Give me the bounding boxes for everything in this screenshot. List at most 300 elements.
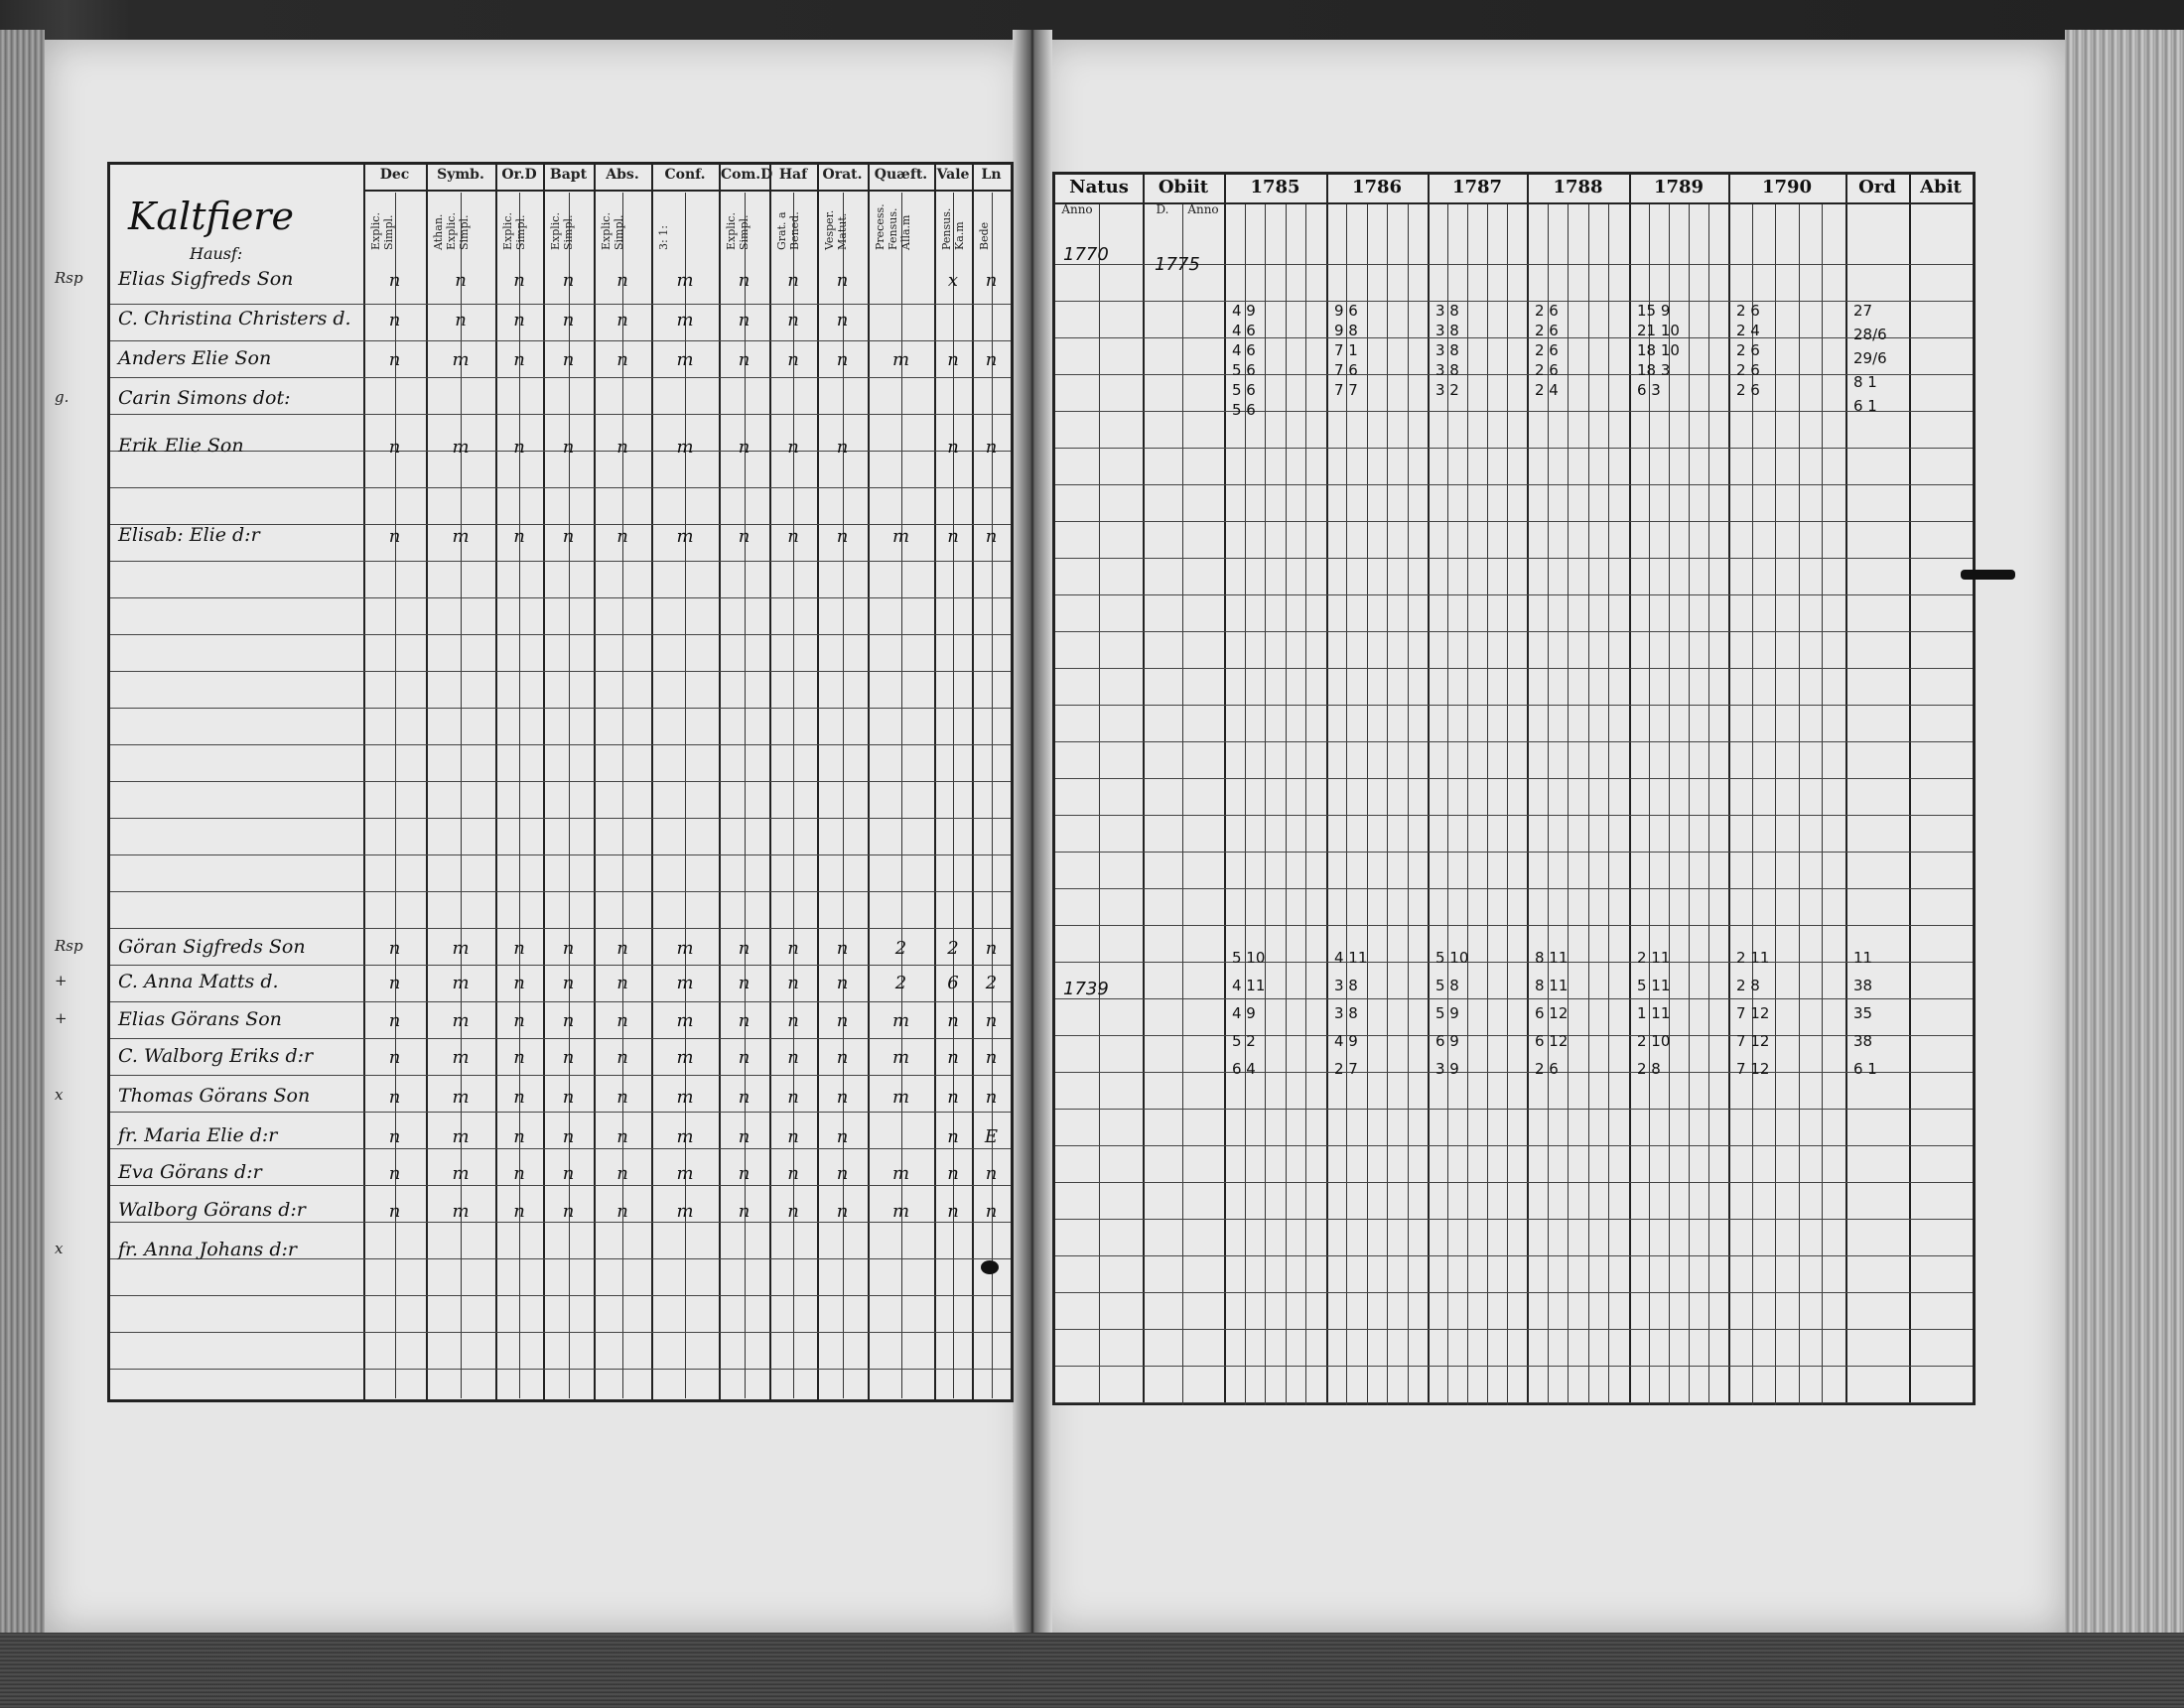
exam-mark: m bbox=[676, 1201, 694, 1222]
exam-mark: n bbox=[738, 938, 751, 959]
right-year-subdivider bbox=[1286, 204, 1287, 1405]
ord-score: 27 bbox=[1853, 302, 1873, 320]
exam-mark: m bbox=[891, 1010, 910, 1031]
year-score: 1 11 bbox=[1637, 1004, 1671, 1022]
left-row-rule bbox=[110, 1332, 1011, 1333]
exam-mark: m bbox=[891, 1047, 910, 1068]
person-name: Anders Elie Son bbox=[118, 347, 272, 369]
left-column-header: Bapt bbox=[549, 167, 588, 183]
exam-mark: 6 bbox=[947, 973, 959, 993]
exam-mark: n bbox=[562, 1126, 575, 1147]
left-column-subheader: Explic. Simpl. bbox=[600, 212, 625, 250]
exam-mark: m bbox=[452, 437, 470, 458]
exam-mark: n bbox=[513, 1163, 525, 1184]
year-score: 21 10 bbox=[1637, 322, 1680, 339]
exam-mark: n bbox=[616, 973, 628, 993]
year-score: 5 9 bbox=[1435, 1004, 1459, 1022]
exam-mark: n bbox=[513, 1201, 525, 1222]
year-score: 5 10 bbox=[1232, 949, 1266, 967]
exam-mark: n bbox=[985, 1010, 998, 1031]
exam-mark: n bbox=[616, 349, 628, 370]
person-name: Thomas Görans Son bbox=[118, 1085, 311, 1107]
exam-mark: 2 bbox=[947, 938, 959, 959]
household-subtitle: Hausf: bbox=[190, 244, 243, 263]
left-row-rule bbox=[110, 634, 1011, 635]
exam-mark: m bbox=[676, 973, 694, 993]
exam-mark: n bbox=[388, 349, 401, 370]
exam-mark: n bbox=[388, 1201, 401, 1222]
exam-mark: n bbox=[738, 270, 751, 291]
person-name: Elias Görans Son bbox=[118, 1008, 282, 1030]
exam-mark: n bbox=[513, 349, 525, 370]
exam-mark: n bbox=[738, 437, 751, 458]
year-score: 3 8 bbox=[1435, 341, 1459, 359]
ord-score: 8 1 bbox=[1853, 373, 1877, 391]
right-row-rule bbox=[1055, 1145, 1973, 1146]
exam-mark: n bbox=[947, 1047, 959, 1068]
right-subcolumn-divider bbox=[1182, 204, 1183, 1405]
exam-mark: n bbox=[985, 1163, 998, 1184]
exam-mark: n bbox=[738, 526, 751, 547]
natus-year: 1770 bbox=[1063, 244, 1109, 265]
left-column-subheader: Explic. Simpl. bbox=[725, 212, 751, 250]
right-row-rule bbox=[1055, 374, 1973, 375]
left-column-subheader: Explic. Simpl. bbox=[549, 212, 575, 250]
right-row-rule bbox=[1055, 1292, 1973, 1293]
right-year-subdivider bbox=[1775, 204, 1776, 1405]
exam-mark: n bbox=[787, 437, 799, 458]
year-score: 2 6 bbox=[1535, 1060, 1559, 1078]
exam-mark: n bbox=[836, 437, 849, 458]
exam-mark: n bbox=[985, 437, 998, 458]
exam-mark: m bbox=[891, 1201, 910, 1222]
exam-mark: m bbox=[676, 310, 694, 330]
right-row-rule bbox=[1055, 337, 1973, 338]
exam-mark: n bbox=[787, 526, 799, 547]
right-column-header: 1785 bbox=[1250, 177, 1300, 197]
right-row-rule bbox=[1055, 962, 1973, 963]
year-score: 4 6 bbox=[1232, 322, 1256, 339]
right-column-header: Abit bbox=[1920, 177, 1962, 197]
left-column-divider bbox=[719, 165, 721, 1399]
exam-mark: n bbox=[616, 526, 628, 547]
year-score: 6 9 bbox=[1435, 1032, 1459, 1050]
right-row-rule bbox=[1055, 1072, 1973, 1073]
exam-mark: n bbox=[616, 1010, 628, 1031]
exam-mark: n bbox=[388, 938, 401, 959]
year-score: 2 10 bbox=[1637, 1032, 1671, 1050]
right-column-header: 1786 bbox=[1351, 177, 1403, 197]
year-score: 5 8 bbox=[1435, 977, 1459, 994]
right-year-subdivider bbox=[1507, 204, 1508, 1405]
left-column-divider bbox=[817, 165, 819, 1399]
exam-mark: n bbox=[787, 1163, 799, 1184]
year-score: 2 6 bbox=[1535, 341, 1559, 359]
right-row-rule bbox=[1055, 668, 1973, 669]
exam-mark: n bbox=[616, 1087, 628, 1108]
exam-mark: n bbox=[616, 270, 628, 291]
exam-mark: m bbox=[452, 973, 470, 993]
year-score: 5 6 bbox=[1232, 381, 1256, 399]
right-year-subdivider bbox=[1487, 204, 1488, 1405]
exam-mark: n bbox=[616, 310, 628, 330]
year-score: 7 12 bbox=[1736, 1004, 1770, 1022]
person-name: fr. Maria Elie d:r bbox=[118, 1124, 278, 1146]
left-row-rule bbox=[110, 340, 1011, 341]
exam-mark: n bbox=[787, 270, 799, 291]
exam-mark: n bbox=[985, 270, 998, 291]
exam-mark: n bbox=[738, 1126, 751, 1147]
exam-mark: 2 bbox=[894, 973, 907, 993]
right-row-rule bbox=[1055, 594, 1973, 595]
right-column-header: 1788 bbox=[1553, 177, 1603, 197]
right-year-subdivider bbox=[1265, 204, 1266, 1405]
year-score: 4 6 bbox=[1232, 341, 1256, 359]
person-name: C. Christina Christers d. bbox=[118, 308, 351, 329]
year-score: 7 6 bbox=[1334, 361, 1358, 379]
right-row-rule bbox=[1055, 998, 1973, 999]
margin-note: + bbox=[55, 1009, 68, 1027]
exam-mark: m bbox=[452, 1087, 470, 1108]
ink-smudge bbox=[981, 1260, 999, 1274]
exam-mark: n bbox=[455, 310, 467, 330]
exam-mark: n bbox=[513, 437, 525, 458]
exam-mark: n bbox=[985, 1087, 998, 1108]
year-score: 6 12 bbox=[1535, 1004, 1569, 1022]
exam-mark: n bbox=[836, 973, 849, 993]
exam-mark: n bbox=[616, 1126, 628, 1147]
left-column-header: Abs. bbox=[606, 167, 639, 183]
ord-score: 29/6 bbox=[1853, 349, 1887, 367]
year-score: 2 6 bbox=[1736, 302, 1760, 320]
left-row-rule bbox=[110, 1222, 1011, 1223]
year-score: 8 11 bbox=[1535, 977, 1569, 994]
year-score: 9 6 bbox=[1334, 302, 1358, 320]
right-year-subdivider bbox=[1822, 204, 1823, 1405]
ord-score: 35 bbox=[1853, 1004, 1873, 1022]
left-row-rule bbox=[110, 1112, 1011, 1113]
right-year-subdivider bbox=[1408, 204, 1409, 1405]
exam-mark: n bbox=[985, 349, 998, 370]
exam-mark: n bbox=[738, 349, 751, 370]
right-row-rule bbox=[1055, 925, 1973, 926]
left-row-rule bbox=[110, 781, 1011, 782]
right-row-rule bbox=[1055, 1182, 1973, 1183]
right-row-rule bbox=[1055, 778, 1973, 779]
left-column-subheader: Vesper. Matut. bbox=[823, 209, 849, 250]
exam-mark: 2 bbox=[894, 938, 907, 959]
year-score: 2 6 bbox=[1535, 302, 1559, 320]
left-row-rule bbox=[110, 1185, 1011, 1186]
exam-mark: m bbox=[452, 1010, 470, 1031]
left-row-rule bbox=[110, 1038, 1011, 1039]
book-gutter bbox=[1013, 30, 1052, 1642]
year-score: 7 12 bbox=[1736, 1032, 1770, 1050]
left-column-divider bbox=[769, 165, 771, 1399]
margin-note: Rsp bbox=[55, 269, 83, 287]
exam-mark: n bbox=[738, 310, 751, 330]
left-row-rule bbox=[110, 377, 1011, 378]
year-score: 7 1 bbox=[1334, 341, 1358, 359]
left-column-header: Orat. bbox=[822, 167, 863, 183]
left-column-header: Conf. bbox=[664, 167, 706, 183]
exam-mark: n bbox=[513, 1010, 525, 1031]
left-column-subheader: Explic. Simpl. bbox=[369, 212, 395, 250]
right-row-rule bbox=[1055, 1035, 1973, 1036]
year-score: 2 6 bbox=[1535, 361, 1559, 379]
right-row-rule bbox=[1055, 631, 1973, 632]
left-column-subheader: Explic. Simpl. bbox=[501, 212, 527, 250]
right-subcolumn-divider bbox=[1099, 204, 1100, 1405]
exam-mark: n bbox=[562, 270, 575, 291]
exam-mark: m bbox=[891, 1163, 910, 1184]
left-column-divider bbox=[363, 165, 365, 1399]
right-column-header: 1790 bbox=[1761, 177, 1813, 197]
year-score: 2 4 bbox=[1736, 322, 1760, 339]
exam-mark: n bbox=[513, 938, 525, 959]
right-row-rule bbox=[1055, 1329, 1973, 1330]
exam-mark: m bbox=[676, 1126, 694, 1147]
left-row-rule bbox=[110, 854, 1011, 855]
book-bottom-edge bbox=[0, 1633, 2184, 1708]
exam-mark: n bbox=[388, 973, 401, 993]
ink-mark bbox=[1961, 570, 2015, 580]
right-year-subdivider bbox=[1799, 204, 1800, 1405]
year-score: 5 11 bbox=[1637, 977, 1671, 994]
ord-score: 11 bbox=[1853, 949, 1873, 967]
right-year-subdivider bbox=[1568, 204, 1569, 1405]
right-year-subdivider bbox=[1689, 204, 1690, 1405]
person-name: Elisab: Elie d:r bbox=[118, 524, 260, 546]
year-score: 3 8 bbox=[1435, 322, 1459, 339]
right-column-header: Obiit bbox=[1158, 177, 1209, 197]
right-column-header: 1787 bbox=[1451, 177, 1503, 197]
year-score: 7 7 bbox=[1334, 381, 1358, 399]
exam-mark: m bbox=[676, 349, 694, 370]
year-score: 3 2 bbox=[1435, 381, 1459, 399]
left-column-subheader: Precess. Fensus. Alla.m bbox=[874, 203, 912, 250]
left-row-rule bbox=[110, 1075, 1011, 1076]
exam-mark: n bbox=[985, 1201, 998, 1222]
exam-mark: n bbox=[836, 1047, 849, 1068]
right-year-subdivider bbox=[1608, 204, 1609, 1405]
exam-mark: n bbox=[947, 1010, 959, 1031]
exam-mark: n bbox=[513, 1047, 525, 1068]
right-row-rule bbox=[1055, 411, 1973, 412]
person-name: C. Anna Matts d. bbox=[118, 971, 279, 992]
ord-score: 38 bbox=[1853, 1032, 1873, 1050]
exam-mark: n bbox=[787, 1087, 799, 1108]
right-row-rule bbox=[1055, 852, 1973, 853]
ord-score: 28/6 bbox=[1853, 326, 1887, 343]
exam-mark: n bbox=[562, 1201, 575, 1222]
year-score: 15 9 bbox=[1637, 302, 1671, 320]
margin-note: x bbox=[55, 1240, 64, 1257]
exam-mark: n bbox=[513, 1087, 525, 1108]
left-column-subheader: 3: 1: bbox=[657, 225, 670, 250]
exam-mark: n bbox=[388, 1163, 401, 1184]
left-column-divider bbox=[495, 165, 497, 1399]
right-row-rule bbox=[1055, 521, 1973, 522]
exam-mark: n bbox=[836, 270, 849, 291]
year-score: 2 6 bbox=[1736, 341, 1760, 359]
year-score: 3 9 bbox=[1435, 1060, 1459, 1078]
exam-mark: n bbox=[947, 437, 959, 458]
exam-mark: n bbox=[836, 1163, 849, 1184]
year-score: 2 7 bbox=[1334, 1060, 1358, 1078]
exam-mark: m bbox=[676, 1163, 694, 1184]
exam-mark: n bbox=[738, 1047, 751, 1068]
exam-mark: n bbox=[787, 310, 799, 330]
exam-mark: m bbox=[452, 938, 470, 959]
exam-mark: n bbox=[787, 1047, 799, 1068]
right-year-subdivider bbox=[1588, 204, 1589, 1405]
exam-mark: n bbox=[947, 1201, 959, 1222]
year-score: 3 8 bbox=[1334, 977, 1358, 994]
left-row-rule bbox=[110, 1295, 1011, 1296]
book-edge-left bbox=[0, 30, 45, 1657]
exam-mark: n bbox=[616, 1201, 628, 1222]
left-column-subheader: Athan. Explic. Simpl. bbox=[432, 212, 471, 250]
exam-mark: n bbox=[562, 973, 575, 993]
exam-mark: n bbox=[562, 310, 575, 330]
year-score: 4 11 bbox=[1334, 949, 1368, 967]
left-column-divider bbox=[594, 165, 596, 1399]
right-row-rule bbox=[1055, 1366, 1973, 1367]
left-row-rule bbox=[110, 597, 1011, 598]
exam-mark: n bbox=[738, 1087, 751, 1108]
year-score: 2 8 bbox=[1637, 1060, 1661, 1078]
exam-mark: n bbox=[947, 1087, 959, 1108]
exam-mark: n bbox=[947, 1126, 959, 1147]
exam-mark: n bbox=[562, 1010, 575, 1031]
exam-mark: m bbox=[891, 526, 910, 547]
left-column-divider bbox=[651, 165, 653, 1399]
exam-mark: m bbox=[452, 1201, 470, 1222]
exam-mark: n bbox=[947, 1163, 959, 1184]
person-name: Göran Sigfreds Son bbox=[118, 936, 306, 958]
left-row-rule bbox=[110, 965, 1011, 966]
exam-mark: n bbox=[947, 349, 959, 370]
exam-mark: n bbox=[738, 973, 751, 993]
exam-mark: n bbox=[787, 349, 799, 370]
left-column-subheader: Bede bbox=[978, 221, 991, 250]
left-row-rule bbox=[110, 928, 1011, 929]
year-score: 5 10 bbox=[1435, 949, 1469, 967]
left-column-header: Ln bbox=[981, 167, 1002, 183]
right-row-rule bbox=[1055, 484, 1973, 485]
exam-mark: m bbox=[452, 1163, 470, 1184]
right-register-table bbox=[1052, 172, 1976, 1405]
exam-mark: m bbox=[676, 270, 694, 291]
exam-mark: n bbox=[388, 526, 401, 547]
exam-mark: n bbox=[738, 1010, 751, 1031]
year-score: 3 8 bbox=[1435, 361, 1459, 379]
year-score: 4 9 bbox=[1232, 302, 1256, 320]
exam-mark: n bbox=[388, 1047, 401, 1068]
exam-mark: n bbox=[562, 1087, 575, 1108]
exam-mark: n bbox=[787, 1010, 799, 1031]
right-row-rule bbox=[1055, 1255, 1973, 1256]
year-score: 2 11 bbox=[1736, 949, 1770, 967]
right-column-header: Ord bbox=[1858, 177, 1896, 197]
exam-mark: m bbox=[891, 1087, 910, 1108]
exam-mark: m bbox=[452, 349, 470, 370]
year-score: 6 12 bbox=[1535, 1032, 1569, 1050]
year-score: 3 8 bbox=[1435, 302, 1459, 320]
left-column-header: Vale bbox=[936, 167, 970, 183]
exam-mark: n bbox=[787, 938, 799, 959]
right-year-subdivider bbox=[1367, 204, 1368, 1405]
left-row-rule bbox=[110, 1369, 1011, 1370]
year-score: 4 11 bbox=[1232, 977, 1266, 994]
year-score: 18 3 bbox=[1637, 361, 1671, 379]
exam-mark: n bbox=[388, 270, 401, 291]
left-row-rule bbox=[110, 414, 1011, 415]
right-year-subdivider bbox=[1387, 204, 1388, 1405]
exam-mark: x bbox=[947, 270, 959, 291]
person-name: fr. Anna Johans d:r bbox=[118, 1239, 297, 1260]
exam-mark: n bbox=[985, 1047, 998, 1068]
right-year-subdivider bbox=[1669, 204, 1670, 1405]
right-year-subdivider bbox=[1708, 204, 1709, 1405]
exam-mark: 2 bbox=[985, 973, 998, 993]
exam-mark: n bbox=[562, 1163, 575, 1184]
year-score: 9 8 bbox=[1334, 322, 1358, 339]
right-column-header: Natus bbox=[1069, 177, 1129, 197]
year-score: 2 11 bbox=[1637, 949, 1671, 967]
right-row-rule bbox=[1055, 815, 1973, 816]
right-column-subheader: D. bbox=[1156, 202, 1169, 216]
exam-mark: n bbox=[513, 270, 525, 291]
year-score: 6 4 bbox=[1232, 1060, 1256, 1078]
left-register-table bbox=[107, 162, 1014, 1402]
exam-mark: m bbox=[452, 526, 470, 547]
exam-mark: n bbox=[836, 349, 849, 370]
exam-mark: n bbox=[787, 1201, 799, 1222]
margin-note: + bbox=[55, 972, 68, 989]
right-row-rule bbox=[1055, 301, 1973, 302]
right-column-subheader: Anno bbox=[1061, 202, 1093, 216]
exam-mark: n bbox=[616, 1163, 628, 1184]
exam-mark: n bbox=[513, 1126, 525, 1147]
right-column-header: 1789 bbox=[1653, 177, 1705, 197]
exam-mark: n bbox=[836, 1087, 849, 1108]
exam-mark: n bbox=[616, 437, 628, 458]
exam-mark: n bbox=[562, 526, 575, 547]
exam-mark: n bbox=[836, 310, 849, 330]
person-name: Walborg Görans d:r bbox=[118, 1199, 306, 1221]
person-name: Eva Görans d:r bbox=[118, 1161, 262, 1183]
left-row-rule bbox=[110, 304, 1011, 305]
year-score: 4 9 bbox=[1334, 1032, 1358, 1050]
year-score: 5 6 bbox=[1232, 401, 1256, 419]
left-column-subheader: Grat. a Bened. bbox=[775, 211, 801, 250]
obiit-year: 1775 bbox=[1155, 254, 1200, 275]
exam-mark: m bbox=[452, 1047, 470, 1068]
exam-mark: n bbox=[985, 938, 998, 959]
exam-mark: m bbox=[676, 526, 694, 547]
left-column-header: Haf bbox=[778, 167, 808, 183]
left-row-rule bbox=[110, 891, 1011, 892]
year-score: 8 11 bbox=[1535, 949, 1569, 967]
left-column-subheader: Pensus. Ka.m bbox=[940, 207, 966, 250]
exam-mark: n bbox=[388, 1126, 401, 1147]
margin-note: g. bbox=[55, 388, 69, 406]
year-score: 2 6 bbox=[1736, 381, 1760, 399]
exam-mark: n bbox=[836, 526, 849, 547]
left-column-header: Dec bbox=[379, 167, 410, 183]
